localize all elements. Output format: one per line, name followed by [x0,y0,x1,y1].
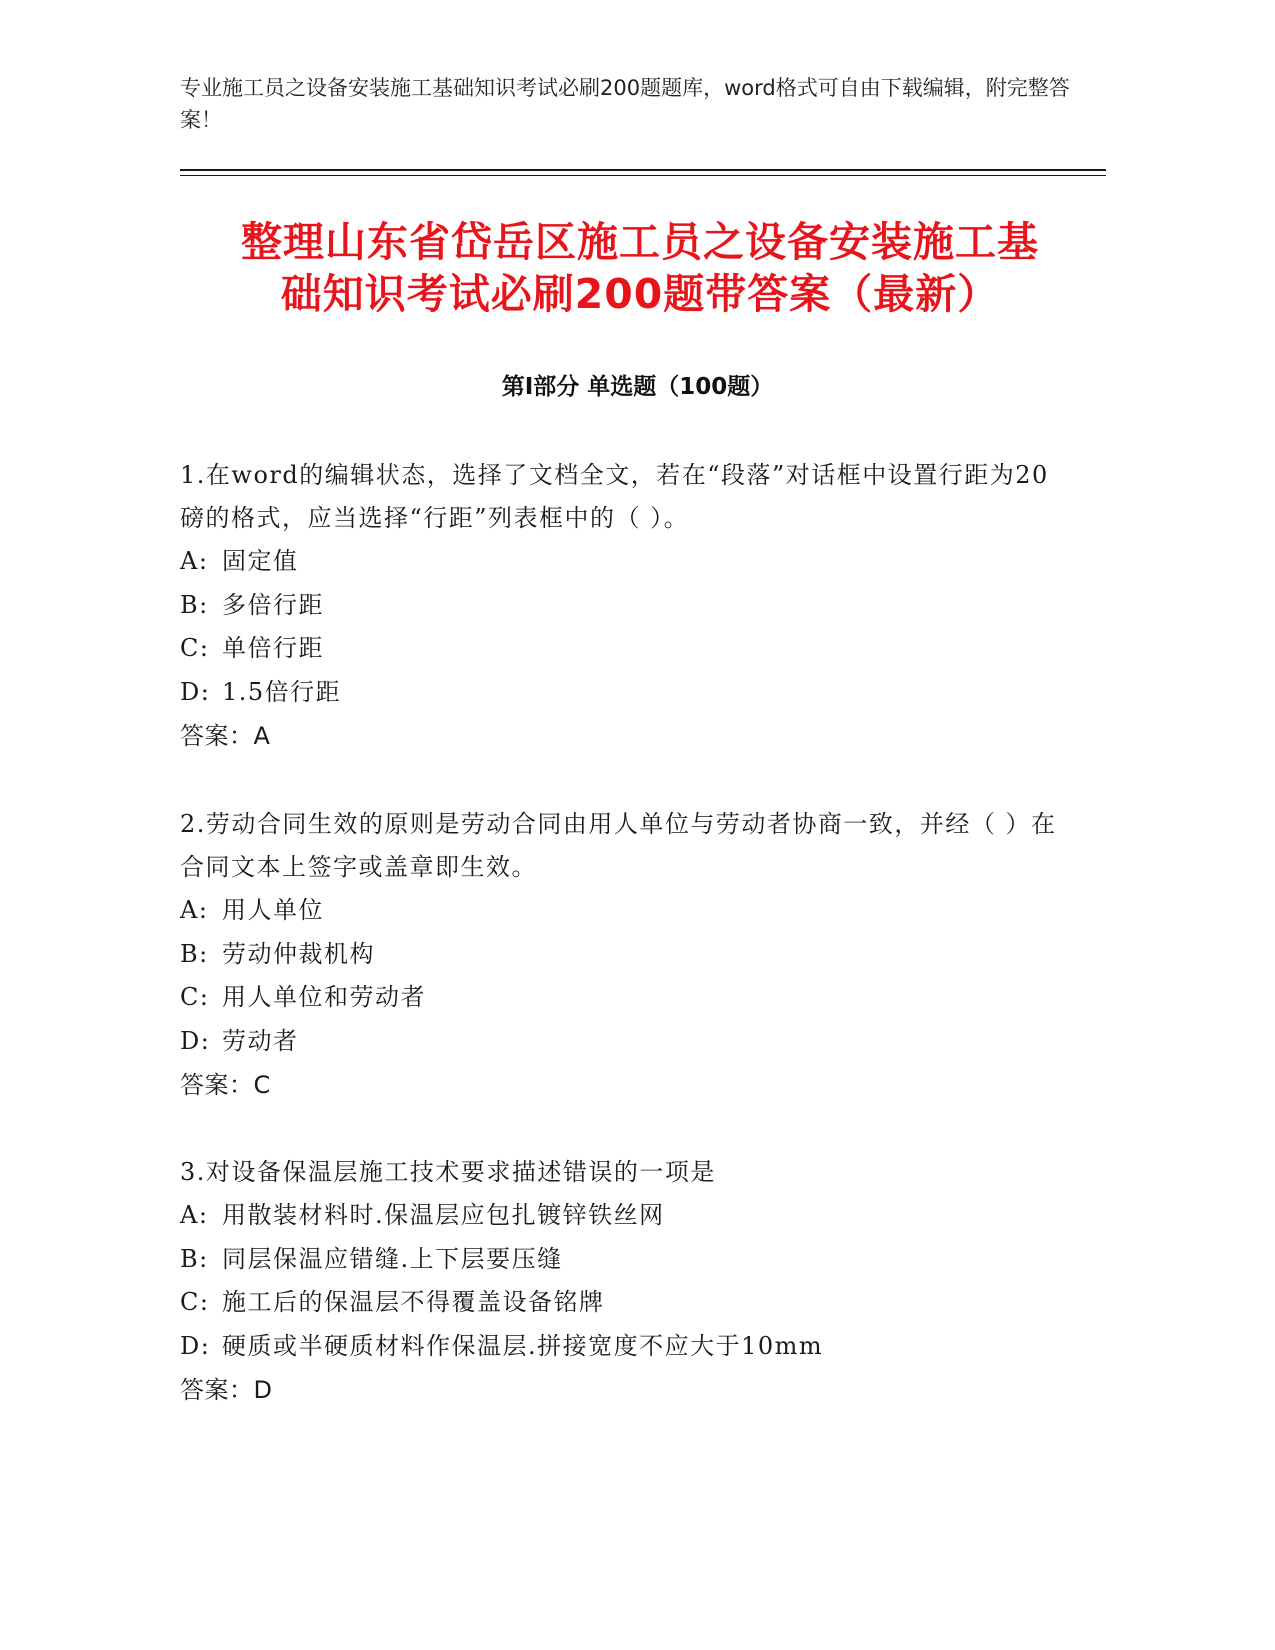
answer-line [180,1368,1060,1412]
option-letter: B: [180,590,209,619]
answer-label: 答案： [180,722,254,750]
option-letter: A: [180,896,209,924]
option-d [180,1325,1060,1369]
option-letter: B: [180,1244,209,1273]
option-text: 多倍行距 [222,590,324,619]
question-1 [180,454,1060,758]
option-letter: D: [180,677,211,706]
option-letter: A: [180,547,209,575]
option-text: 用人单位和劳动者 [222,983,426,1011]
question-stem: 2.劳动合同生效的原则是劳动合同由用人单位与劳动者协商一致，并经（ ）在合同文本上签字或盖章即生效。 [180,810,1057,881]
answer-line [180,1063,1060,1107]
question-2 [180,803,1060,1107]
option-letter: C: [180,634,210,662]
answer-value: A [253,722,271,750]
question-stem: 1.在word的编辑状态，选择了文档全文，若在“段落”对话框中设置行距为20磅的格式，应当选择“行距”列表框中的（ ）。 [180,461,1049,532]
answer-label: 答案： [180,1071,254,1099]
section-heading: 第I部分 单选题（100题） [501,374,774,400]
option-letter: A: [180,1201,209,1229]
option-letter: D: [180,1026,211,1055]
header-rule-thick [180,169,1106,171]
option-text: 硬质或半硬质材料作保温层.拼接宽度不应大于10mm [222,1331,824,1360]
option-text: 固定值 [222,547,299,575]
option-c [180,1281,1060,1325]
option-c [180,627,1060,671]
answer-label: 答案： [180,1376,254,1404]
question-stem: 3.对设备保温层施工技术要求描述错误的一项是 [180,1158,716,1186]
document-title [130,216,1150,320]
answer-value: D [253,1376,273,1404]
option-text: 用人单位 [222,896,324,924]
option-text: 劳动仲裁机构 [222,939,375,968]
option-a [180,889,1060,933]
option-b [180,933,1060,977]
option-letter: C: [180,983,210,1011]
question-3 [180,1151,1060,1412]
option-d [180,1020,1060,1064]
answer-line [180,714,1060,758]
option-text: 1.5倍行距 [222,677,342,706]
option-b [180,1238,1060,1282]
option-text: 劳动者 [222,1026,299,1055]
title-line-2: 础知识考试必刷200题带答案（最新） [280,270,1000,318]
title-line-1: 整理山东省岱岳区施工员之设备安装施工基 [241,218,1039,266]
option-a [180,1194,1060,1238]
option-letter: B: [180,939,209,968]
option-text: 同层保温应错缝.上下层要压缝 [222,1244,563,1273]
option-a [180,540,1060,584]
option-text: 施工后的保温层不得覆盖设备铭牌 [222,1288,605,1316]
page-header [180,72,1100,136]
option-text: 单倍行距 [222,634,324,662]
option-c [180,976,1060,1020]
option-b [180,584,1060,628]
option-text: 用散装材料时.保温层应包扎镀锌铁丝网 [222,1201,665,1229]
header-rule-thin [180,175,1106,176]
option-letter: C: [180,1288,210,1316]
option-letter: D: [180,1331,211,1360]
option-d [180,671,1060,715]
header-text: 专业施工员之设备安装施工基础知识考试必刷200题题库，word格式可自由下载编辑，附完整答案！ [180,76,1070,132]
answer-value: C [253,1071,271,1099]
